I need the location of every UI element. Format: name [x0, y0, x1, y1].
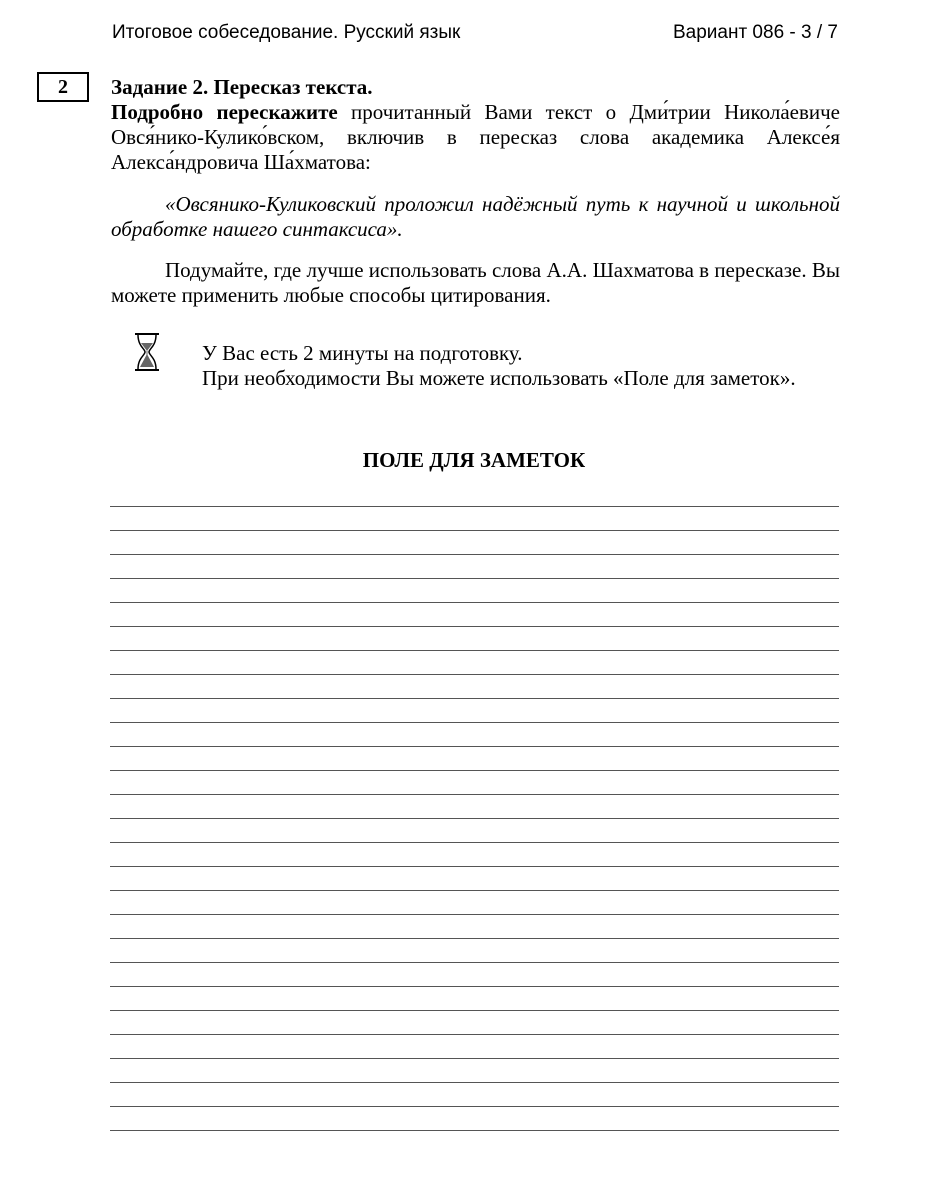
notes-line[interactable] — [110, 1035, 839, 1059]
notes-line[interactable] — [110, 771, 839, 795]
notes-line[interactable] — [110, 651, 839, 675]
notes-line[interactable] — [110, 1083, 839, 1107]
notes-line[interactable] — [110, 867, 839, 891]
notes-line[interactable] — [110, 675, 839, 699]
header-title: Итоговое собеседование. Русский язык — [112, 22, 461, 43]
notes-line[interactable] — [110, 723, 839, 747]
prep-time-line: У Вас есть 2 минуты на подготовку. — [202, 341, 523, 365]
notes-line[interactable] — [110, 795, 839, 819]
notes-line[interactable] — [110, 747, 839, 771]
task-title: Задание 2. Пересказ текста. — [111, 75, 373, 99]
citation-hint: Подумайте, где лучше использовать слова А.А. Шахматова в пересказе. Вы можете применить любые способы цитирования. — [111, 258, 840, 307]
task-number-box: 2 — [37, 72, 89, 102]
notes-line[interactable] — [110, 939, 839, 963]
notes-field-title: ПОЛЕ ДЛЯ ЗАМЕТОК — [362, 448, 586, 472]
instruction-text: прочитанный Вами текст о Дми́трии Никола́евиче Овся́нико-Кулико́вском, включив в пересказ слова академика Алексе́я Алекса́ндровича Ша́хматова: — [111, 100, 841, 174]
notes-line[interactable] — [110, 843, 839, 867]
notes-field[interactable] — [110, 483, 839, 1131]
notes-line[interactable] — [110, 915, 839, 939]
notes-line[interactable] — [110, 963, 839, 987]
notes-hint-line: При необходимости Вы можете использовать «Поле для заметок». — [202, 366, 796, 390]
notes-line[interactable] — [110, 987, 839, 1011]
notes-line[interactable] — [110, 603, 839, 627]
instruction-bold: Подробно перескажите — [111, 100, 338, 124]
notes-line[interactable] — [110, 507, 839, 531]
notes-line[interactable] — [110, 819, 839, 843]
shakhmatov-quote: «Овсянико-Куликовский проложил надёжный путь к научной и школьной обработке нашего синтаксиса». — [111, 192, 840, 241]
notes-line[interactable] — [110, 555, 839, 579]
notes-line[interactable] — [110, 1059, 839, 1083]
notes-line[interactable] — [110, 483, 839, 507]
notes-line[interactable] — [110, 1107, 839, 1131]
notes-line[interactable] — [110, 1011, 839, 1035]
notes-line[interactable] — [110, 699, 839, 723]
hourglass-icon — [132, 332, 162, 372]
notes-line[interactable] — [110, 891, 839, 915]
task-instruction — [111, 100, 840, 175]
notes-line[interactable] — [110, 627, 839, 651]
notes-line[interactable] — [110, 579, 839, 603]
preparation-note — [202, 341, 823, 391]
notes-line[interactable] — [110, 531, 839, 555]
variant-page-number: Вариант 086 - 3 / 7 — [672, 22, 838, 43]
